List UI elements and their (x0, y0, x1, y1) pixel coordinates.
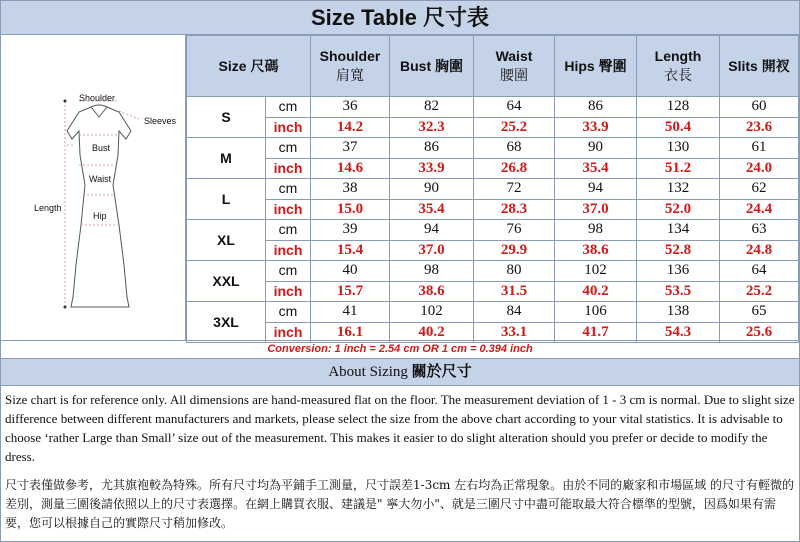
conversion-note: Conversion: 1 inch = 2.54 cm OR 1 cm = 0.394 inch (1, 341, 799, 359)
measurement-cm: 86 (555, 97, 637, 118)
size-label: S (187, 97, 266, 138)
unit-inch-label: inch (266, 199, 311, 220)
measurement-cm: 90 (555, 138, 637, 159)
unit-cm-label: cm (266, 220, 311, 241)
table-row (187, 117, 799, 138)
measurement-cm: 40 (311, 261, 390, 282)
measurement-inch: 26.8 (474, 158, 555, 179)
header-waist (474, 36, 555, 97)
measurement-cm: 94 (390, 220, 474, 241)
measurement-cm: 37 (311, 138, 390, 159)
measurement-cm: 90 (390, 179, 474, 200)
table-header-row (187, 36, 799, 97)
table-row (187, 199, 799, 220)
header-waist-en: Waist (495, 48, 533, 64)
measurement-inch: 54.3 (637, 322, 720, 343)
measurement-cm: 98 (555, 220, 637, 241)
table-row (187, 97, 799, 118)
measurement-inch: 28.3 (474, 199, 555, 220)
sizing-note-zh: 尺寸表僅做參考，尤其旗袍較為特殊。所有尺寸均為平鋪手工測量，尺寸誤差1-3cm 左右均為正常現象。由於不同的廠家和市場區域 的尺寸有輕微的差別，測量三圍後請依照以上的尺寸表選擇。在網上購買衣服、建議是" 寧大勿小"、就是三圍尺寸中盡可能取最大符合標準的型號，因爲如果有需要，您可以根據自己的實際尺寸稍加修改。 (5, 478, 795, 530)
measurement-inch: 14.6 (311, 158, 390, 179)
measurement-cm: 138 (637, 302, 720, 323)
unit-inch-label: inch (266, 240, 311, 261)
measurement-inch: 35.4 (390, 199, 474, 220)
shoulder-label: Shoulder (79, 93, 116, 103)
size-label: M (187, 138, 266, 179)
size-label: L (187, 179, 266, 220)
header-size: Size 尺碼 (187, 36, 311, 97)
header-length (637, 36, 720, 97)
measurement-cm: 102 (390, 302, 474, 323)
header-bust: Bust 胸圍 (390, 36, 474, 97)
dress-diagram (1, 35, 186, 340)
size-section (1, 35, 799, 341)
measurement-cm: 76 (474, 220, 555, 241)
measurement-cm: 68 (474, 138, 555, 159)
measurement-inch: 15.4 (311, 240, 390, 261)
hip-label: Hip (93, 211, 107, 221)
measurement-inch: 16.1 (311, 322, 390, 343)
waist-label: Waist (89, 174, 112, 184)
measurement-cm: 62 (720, 179, 799, 200)
measurement-inch: 35.4 (555, 158, 637, 179)
size-label: XXL (187, 261, 266, 302)
unit-cm-label: cm (266, 97, 311, 118)
table-row (187, 261, 799, 282)
table-row (187, 281, 799, 302)
measurement-inch: 52.0 (637, 199, 720, 220)
size-label: 3XL (187, 302, 266, 343)
measurement-cm: 86 (390, 138, 474, 159)
unit-inch-label: inch (266, 322, 311, 343)
qipao-dress-icon (1, 35, 187, 340)
header-slits: Slits 開衩 (720, 36, 799, 97)
measurement-cm: 94 (555, 179, 637, 200)
measurement-inch: 25.2 (720, 281, 799, 302)
measurement-cm: 36 (311, 97, 390, 118)
measurement-inch: 29.9 (474, 240, 555, 261)
measurement-inch: 33.1 (474, 322, 555, 343)
header-length-en: Length (654, 48, 702, 64)
measurement-cm: 132 (637, 179, 720, 200)
measurement-inch: 24.0 (720, 158, 799, 179)
unit-inch-label: inch (266, 281, 311, 302)
measurement-inch: 38.6 (555, 240, 637, 261)
measurement-inch: 52.8 (637, 240, 720, 261)
measurement-cm: 84 (474, 302, 555, 323)
table-row (187, 138, 799, 159)
measurement-inch: 25.6 (720, 322, 799, 343)
measurement-cm: 80 (474, 261, 555, 282)
measurement-inch: 15.0 (311, 199, 390, 220)
table-row (187, 179, 799, 200)
measurement-cm: 41 (311, 302, 390, 323)
page-title: Size Table 尺寸表 (1, 1, 799, 35)
unit-cm-label: cm (266, 261, 311, 282)
measurement-inch: 33.9 (555, 117, 637, 138)
table-row (187, 302, 799, 323)
measurement-inch: 37.0 (555, 199, 637, 220)
measurement-cm: 38 (311, 179, 390, 200)
measurement-inch: 32.3 (390, 117, 474, 138)
measurement-inch: 38.6 (390, 281, 474, 302)
about-sizing-label: About Sizing (328, 364, 408, 380)
measurement-inch: 25.2 (474, 117, 555, 138)
unit-inch-label: inch (266, 158, 311, 179)
measurement-cm: 60 (720, 97, 799, 118)
unit-inch-label: inch (266, 117, 311, 138)
measurement-inch: 40.2 (390, 322, 474, 343)
measurement-cm: 64 (474, 97, 555, 118)
header-shoulder-en: Shoulder (319, 48, 381, 64)
header-shoulder (311, 36, 390, 97)
sleeves-label: Sleeves (144, 116, 177, 126)
measurement-inch: 53.5 (637, 281, 720, 302)
measurement-inch: 50.4 (637, 117, 720, 138)
measurement-inch: 14.2 (311, 117, 390, 138)
sizing-note-en: Size chart is for reference only. All dimensions are hand-measured flat on the floor. The measurement deviation of 1 - 3 cm is normal. Due to slight size difference between different manufacturers and markets, please select the size from the above chart according to your vital statistics. It is advisable to choose ‘rather Large than Small’ size out of the measurement. This makes it easier to do slight alteration should you prefer or decide to modify the dress. (5, 392, 795, 464)
table-row (187, 220, 799, 241)
measurement-cm: 128 (637, 97, 720, 118)
measurement-inch: 15.7 (311, 281, 390, 302)
header-length-zh: 衣長 (664, 67, 692, 83)
table-row (187, 240, 799, 261)
header-shoulder-zh: 肩寬 (336, 67, 364, 83)
measurement-cm: 102 (555, 261, 637, 282)
table-row (187, 158, 799, 179)
measurement-cm: 82 (390, 97, 474, 118)
measurement-inch: 51.2 (637, 158, 720, 179)
measurement-inch: 24.8 (720, 240, 799, 261)
unit-cm-label: cm (266, 138, 311, 159)
size-label: XL (187, 220, 266, 261)
bust-label: Bust (92, 143, 111, 153)
measurement-inch: 24.4 (720, 199, 799, 220)
unit-cm-label: cm (266, 302, 311, 323)
measurement-inch: 41.7 (555, 322, 637, 343)
measurement-inch: 23.6 (720, 117, 799, 138)
measurement-cm: 130 (637, 138, 720, 159)
measurement-cm: 134 (637, 220, 720, 241)
measurement-inch: 33.9 (390, 158, 474, 179)
measurement-cm: 39 (311, 220, 390, 241)
measurement-cm: 65 (720, 302, 799, 323)
about-sizing-heading (1, 359, 799, 386)
measurement-inch: 37.0 (390, 240, 474, 261)
size-table (186, 35, 799, 343)
length-label: Length (34, 203, 62, 213)
measurement-cm: 106 (555, 302, 637, 323)
measurement-cm: 72 (474, 179, 555, 200)
measurement-cm: 64 (720, 261, 799, 282)
measurement-cm: 63 (720, 220, 799, 241)
measurement-inch: 40.2 (555, 281, 637, 302)
about-sizing-label-zh: 關於尺寸 (411, 364, 472, 380)
header-waist-zh: 腰圍 (500, 67, 528, 83)
table-row (187, 322, 799, 343)
measurement-cm: 136 (637, 261, 720, 282)
measurement-inch: 31.5 (474, 281, 555, 302)
measurement-cm: 61 (720, 138, 799, 159)
unit-cm-label: cm (266, 179, 311, 200)
measurement-cm: 98 (390, 261, 474, 282)
header-hips: Hips 臀圍 (555, 36, 637, 97)
